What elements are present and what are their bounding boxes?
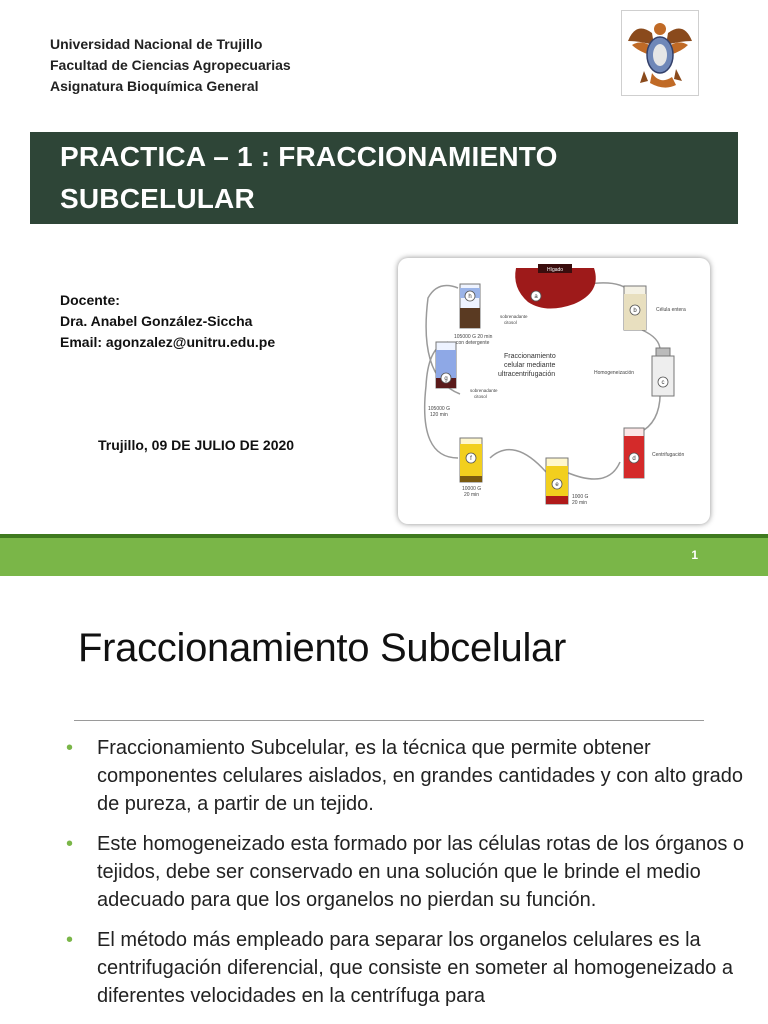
step-h-sup-2: citosol bbox=[504, 320, 517, 325]
bullet-text: El método más empleado para separar los organelos celulares es la centrifugación diferencial, que consiste en someter al homogeneizado a diferentes velocidades en la centrífuga para bbox=[97, 929, 733, 1007]
step-h-sup-1: sobrenadante bbox=[500, 314, 528, 319]
university-crest-icon bbox=[622, 11, 698, 95]
bullet-list bbox=[66, 734, 746, 1022]
step-f bbox=[460, 438, 482, 498]
slide-2-title: Fraccionamiento Subcelular bbox=[78, 626, 567, 670]
step-g-letter: g bbox=[444, 376, 448, 382]
step-a-letter: a bbox=[534, 294, 538, 300]
center-label bbox=[498, 353, 556, 378]
step-e-label-2: 20 min bbox=[572, 500, 588, 506]
step-g-label-2: 120 min bbox=[430, 412, 448, 418]
center-label-1: Fraccionamiento bbox=[504, 353, 556, 360]
docente-block bbox=[60, 290, 275, 353]
step-e-label-1: 1000 G bbox=[572, 494, 589, 500]
title-divider bbox=[74, 720, 704, 721]
step-h-label-1: 105000 G 20 min bbox=[454, 334, 493, 340]
step-e bbox=[546, 458, 589, 506]
slide-2 bbox=[0, 576, 768, 1024]
docente-email: Email: agonzalez@unitru.edu.pe bbox=[60, 334, 276, 350]
step-c-letter: c bbox=[661, 380, 665, 386]
step-f-letter: f bbox=[470, 456, 472, 462]
university-name: Universidad Nacional de Trujillo bbox=[50, 36, 263, 52]
step-h bbox=[454, 284, 528, 346]
step-g-label-1: 105000 G bbox=[428, 406, 450, 412]
slide-title-line-2: SUBCELULAR bbox=[60, 183, 255, 214]
university-logo bbox=[621, 10, 699, 96]
tissue-label: Hígado bbox=[546, 267, 564, 273]
bullet-icon: • bbox=[66, 737, 74, 759]
course-name: Asignatura Bioquímica General bbox=[50, 78, 259, 94]
center-label-3: ultracentrifugación bbox=[498, 371, 556, 378]
step-f-label-1: 10000 G bbox=[462, 486, 482, 492]
center-label-2: celular mediante bbox=[504, 362, 556, 369]
list-item bbox=[66, 830, 746, 914]
step-b bbox=[624, 286, 686, 330]
title-band bbox=[30, 132, 738, 224]
list-item bbox=[66, 734, 746, 818]
step-b-letter: b bbox=[633, 308, 637, 314]
docente-label: Docente: bbox=[60, 292, 120, 308]
presentation-date: Trujillo, 09 DE JULIO DE 2020 bbox=[98, 437, 295, 453]
step-h-letter: h bbox=[468, 294, 472, 300]
step-b-label: Célula entera bbox=[656, 307, 686, 313]
bullet-icon: • bbox=[66, 833, 74, 855]
step-g-sup-1: sobrenadante bbox=[470, 388, 498, 393]
bullet-icon: • bbox=[66, 929, 74, 951]
bullet-text: Fraccionamiento Subcelular, es la técnica que permite obtener componentes celulares aislados, en grandes cantidades y con alto grado de pureza, a partir de un tejido. bbox=[97, 737, 743, 815]
step-d-letter: d bbox=[632, 456, 636, 462]
docente-name: Dra. Anabel González-Siccha bbox=[60, 313, 253, 329]
slide-title-line-1: PRACTICA – 1 : FRACCIONAMIENTO bbox=[60, 141, 558, 172]
faculty-name: Facultad de Ciencias Agropecuarias bbox=[50, 57, 291, 73]
step-g-sup-2: citosol bbox=[474, 394, 487, 399]
step-d-label: Centrifugación bbox=[652, 452, 685, 458]
institution-block bbox=[50, 34, 291, 97]
step-f-label-2: 20 min bbox=[464, 492, 480, 498]
step-a bbox=[515, 264, 596, 309]
step-h-label-2: con detergente bbox=[456, 340, 490, 346]
list-item bbox=[66, 926, 746, 1010]
bullet-text: Este homogeneizado esta formado por las células rotas de los órganos o tejidos, debe ser conservado en una solución que le brinde el medio adecuado para que los organelos no pierdan su función. bbox=[97, 833, 745, 911]
footer-bar bbox=[0, 538, 768, 576]
step-c-label: Homogeneización bbox=[594, 370, 635, 376]
step-d bbox=[624, 428, 684, 478]
page-number: 1 bbox=[691, 548, 698, 562]
step-e-letter: e bbox=[555, 482, 559, 488]
fractionation-diagram bbox=[398, 258, 710, 524]
step-g bbox=[428, 342, 498, 418]
step-c bbox=[594, 348, 674, 396]
